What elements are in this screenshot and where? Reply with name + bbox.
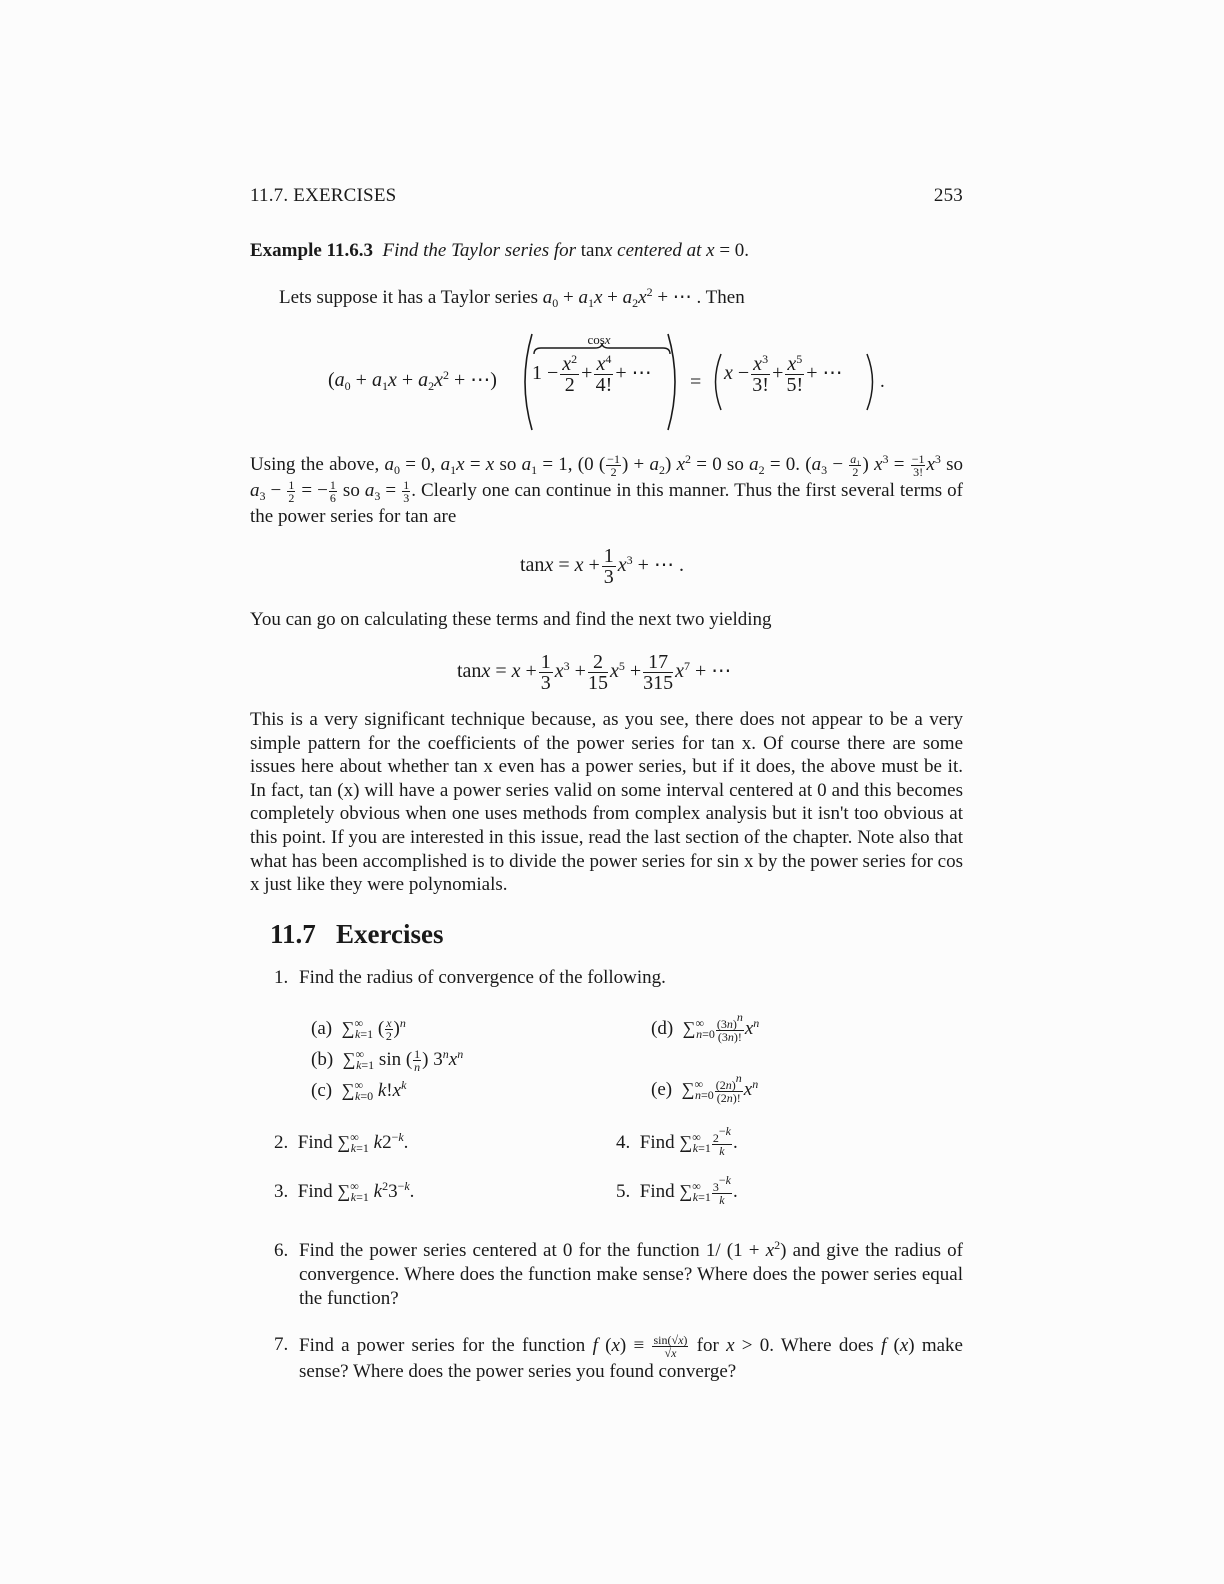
equation-tan-1: tanx = x + $\frac{1}{3}$ $x^3$ + ⋯ . bbox=[520, 545, 684, 588]
section-number: 11.7 bbox=[270, 919, 316, 949]
big-right-paren bbox=[664, 332, 684, 432]
exercise-2: 2. Find $\sum^\infty_{k=1}$ $k2^{-k}$. bbox=[274, 1130, 409, 1155]
exercise-7-text: Find a power series for the function f (x) ≡ $\frac{\sin(√x)}{√x}$ for x > 0. Where does f (x) make sense? Where does the power series you found converge? bbox=[299, 1333, 963, 1383]
paren-right bbox=[864, 352, 880, 412]
exercise-1e: (e) $\sum^\infty_{n=0}$ $\frac{(2n)^n}{(2n)!}$ $x^n$ bbox=[651, 1070, 759, 1105]
exercise-1d: (d) $\sum^\infty_{n=0}$ $\frac{(3n)^n}{(3n)!}$ $x^n$ bbox=[651, 1009, 760, 1044]
exercise-7-number: 7. bbox=[274, 1334, 289, 1355]
exercise-4: 4. Find $\sum^\infty_{k=1}$ $\frac{2^{-k}}{k}$ . bbox=[616, 1123, 738, 1158]
equation-tan-2: tanx = x + $\frac{1}{3}$ $x^3$ + $\frac{2}{15}$ $x^5$ + $\frac{17}{315}$ $x^7$ + ⋯ bbox=[457, 651, 732, 694]
exercise-3: 3. Find $\sum^\infty_{k=1}$ $k^23^{-k}$. bbox=[274, 1179, 415, 1204]
example-heading: Example 11.6.3 Find the Taylor series for tanx centered at x = 0. bbox=[250, 240, 750, 261]
example-intro: Lets suppose it has a Taylor series $a_0 + a_1x + a_2x^2$ + ⋯ . Then bbox=[279, 285, 745, 310]
exercise-1-text: Find the radius of convergence of the following. bbox=[299, 967, 666, 988]
running-header-section: 11.7. EXERCISES bbox=[250, 185, 397, 206]
exercise-1b: (b) $\sum^\infty_{k=1}$ sin ( $\frac{1}{n}$ ) $3^nx^n$ bbox=[311, 1047, 464, 1075]
section-heading bbox=[270, 919, 444, 949]
exercise-6-number: 6. bbox=[274, 1240, 289, 1261]
section-title: Exercises bbox=[336, 919, 444, 949]
exercise-6-text: Find the power series centered at 0 for the function 1/ $(1 + x^2)$ and give the radius of convergence. Where does the function make sense? Where does the power series equal the function? bbox=[299, 1238, 963, 1309]
exercise-1a: (a) $\sum^\infty_{k=1}$ ( $\frac{x}{2}$ )$^n$ bbox=[311, 1016, 406, 1044]
exercise-5: 5. Find $\sum^\infty_{k=1}$ $\frac{3^{-k}}{k}$ . bbox=[616, 1172, 738, 1207]
paragraph-significant-technique: This is a very significant technique because, as you see, there does not appear to be a very simple pattern for the coefficients of the power series for tan x. Of course there are some issues here about whether tan x even has a power series, but if it does, the above must be it. In fact, tan (x) will have a power series valid on some interval centered at 0 and this becomes completely obvious when one uses methods from complex analysis but it isn't too obvious at this point. If you are interested in this issue, read the last section of the chapter. Note also that what has been accomplished is to divide the power series for sin x by the power series for cos x just like they were polynomials. bbox=[250, 709, 963, 896]
exercise-1c: (c) $\sum^\infty_{k=0}$ $k!x^k$ bbox=[311, 1078, 407, 1103]
exercise-1-number: 1. bbox=[274, 967, 289, 988]
paragraph-next-terms: You can go on calculating these terms and find the next two yielding bbox=[250, 609, 772, 630]
example-label: Example 11.6.3 bbox=[250, 240, 373, 261]
display-equation-1: ($a_0 + a_1x + a_2x^2$ + ⋯) cosx 1 − $\frac{x^2}{2}$ + $\frac{x^4}{4!}$ + ⋯ = x − $\frac{x^3}{3!}$ + $\frac{x^5}{5!}$ + ⋯ . bbox=[328, 328, 928, 438]
paren-left bbox=[708, 352, 724, 412]
overbrace-label: cosx bbox=[587, 332, 611, 347]
page-number: 253 bbox=[933, 185, 963, 206]
paragraph-using-above: Using the above, $a_0 = 0$, $a_1x = x$ so $a_1 = 1$, (0 ( $\frac{-1}{2}$ ) + $a_2$) $x^2 = 0$ so $a_2 = 0$. ($a_3$ − $\frac{\text{a₁}}{2}$ ) $x^3$ = $\frac{-1}{3!}$ $x^3$ so $a_3$ − $\frac{1}{2}$ = − $\frac{1}{6}$ so $a_3$ = $\frac{1}{3}$ . Clearly one can continue in this manner. Thus the first several terms of the power series for tan are bbox=[250, 452, 964, 528]
